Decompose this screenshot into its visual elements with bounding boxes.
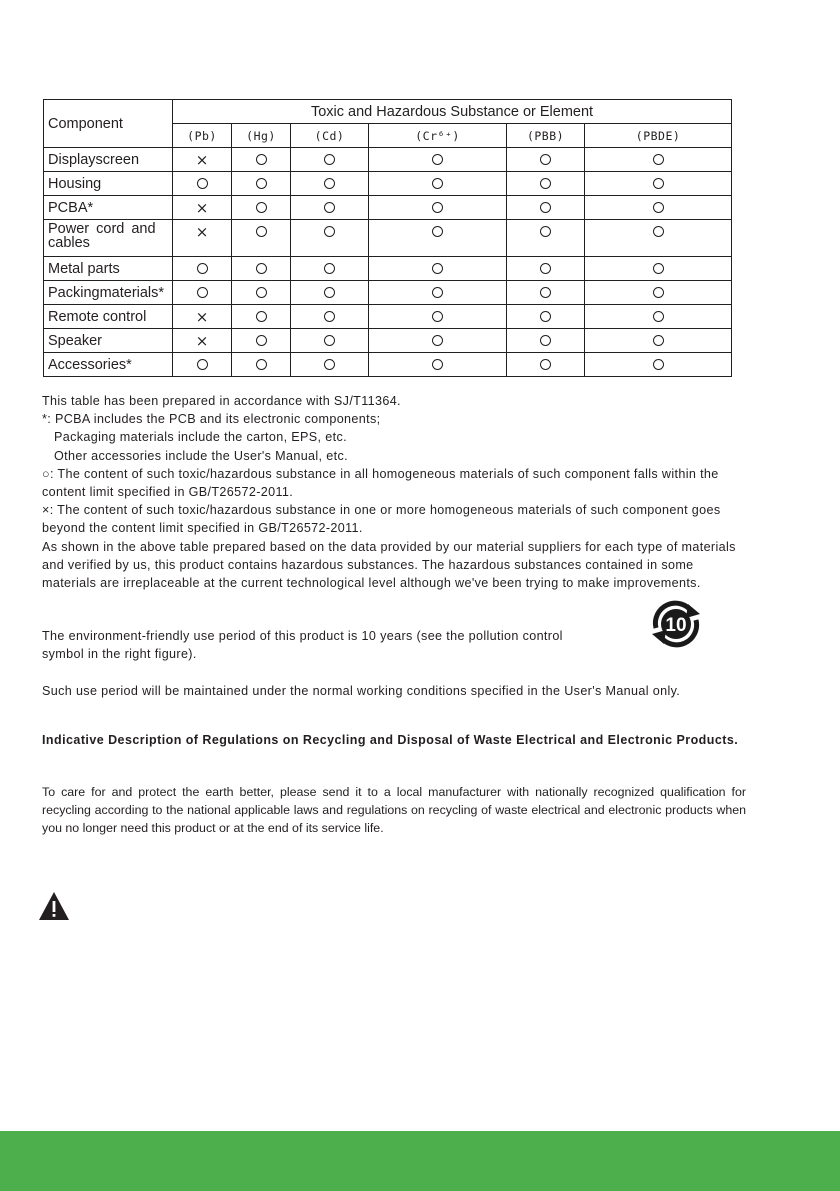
within-limit-mark [291,257,369,281]
within-limit-mark [291,220,369,257]
circle-icon [432,311,443,322]
within-limit-mark [585,305,732,329]
table-notes [42,392,742,592]
note-cross-meaning: ×: The content of such toxic/hazardous substance in one or more homogeneous materials of such component goes beyond the content limit specified in GB/T26572-2011. [42,503,721,536]
within-limit-mark [507,305,585,329]
circle-icon [653,178,664,189]
within-limit-mark [507,281,585,305]
circle-icon [653,226,664,237]
circle-icon [653,202,664,213]
table-row [44,172,732,196]
circle-icon [540,359,551,370]
table-row [44,305,732,329]
element-header: (Cd) [291,124,369,148]
circle-icon [256,202,267,213]
exceeds-limit-mark [173,220,232,257]
circle-icon [432,202,443,213]
table-row [44,196,732,220]
note-packaging: Packaging materials include the carton, EPS, etc. [54,430,347,445]
within-limit-mark [585,329,732,353]
within-limit-mark [369,281,507,305]
within-limit-mark [507,196,585,220]
circle-icon [324,263,335,274]
within-limit-mark [585,172,732,196]
within-limit-mark [369,353,507,377]
circle-icon [540,311,551,322]
component-name: Remote control [44,305,173,329]
within-limit-mark [507,257,585,281]
circle-icon [540,178,551,189]
within-limit-mark [232,172,291,196]
component-name: Displayscreen [44,148,173,172]
within-limit-mark [291,353,369,377]
within-limit-mark [369,257,507,281]
within-limit-mark [585,281,732,305]
care-paragraph: To care for and protect the earth better, please send it to a local manufacturer with nationally recognized qualification for recycling according to the national applicable laws and regulations on recycling of waste electrical and electronic products when you no longer need this product or at the end of its service life. [42,785,746,835]
use-period-maintenance-text: Such use period will be maintained under the normal working conditions specified in the User's Manual only. [42,684,681,698]
within-limit-mark [369,220,507,257]
circle-icon [653,154,664,165]
within-limit-mark [232,220,291,257]
within-limit-mark [507,172,585,196]
circle-icon [197,263,208,274]
circle-icon [324,311,335,322]
note-pcba: *: PCBA includes the PCB and its electronic components; [42,412,381,427]
circle-icon [197,178,208,189]
circle-icon [432,154,443,165]
element-header: (PBB) [507,124,585,148]
note-as-shown: As shown in the above table prepared based on the data provided by our material suppliers for each type of materials and verified by us, this product contains hazardous substances. The hazardous substances contained in some materials are irreplaceable at the current technological level although we've been trying to make improvements. [42,539,736,591]
exceeds-limit-mark [173,196,232,220]
within-limit-mark [232,305,291,329]
component-header: Component [44,100,173,148]
circle-icon [540,154,551,165]
element-header: (Hg) [232,124,291,148]
within-limit-mark [173,281,232,305]
table-row [44,281,732,305]
table-body [44,148,732,377]
hazardous-substance-table [43,99,732,377]
footer-bar [0,1131,840,1191]
pollution-control-symbol-icon [648,598,704,650]
within-limit-mark [291,196,369,220]
table-row [44,353,732,377]
component-name: Packingmaterials* [44,281,173,305]
element-header: (PBDE) [585,124,732,148]
component-name: PCBA* [44,196,173,220]
circle-icon [256,359,267,370]
element-header: (Cr⁶⁺) [369,124,507,148]
table-row [44,220,732,257]
cross-icon: × [195,308,209,326]
exceeds-limit-mark [173,329,232,353]
warning-icon [38,891,70,921]
within-limit-mark [173,353,232,377]
within-limit-mark [232,148,291,172]
recycling-heading: Indicative Description of Regulations on Recycling and Disposal of Waste Electrical and Electronic Products. [42,733,739,747]
circle-icon [540,202,551,213]
within-limit-mark [232,329,291,353]
circle-icon [653,335,664,346]
circle-icon [540,287,551,298]
substance-group-header: Toxic and Hazardous Substance or Element [173,100,732,124]
circle-icon [432,263,443,274]
within-limit-mark [507,329,585,353]
circle-icon [653,263,664,274]
within-limit-mark [585,196,732,220]
circle-icon [324,226,335,237]
note-accessories: Other accessories include the User's Manual, etc. [54,448,348,463]
circle-icon [256,154,267,165]
cross-icon: × [195,151,209,169]
circle-icon [653,311,664,322]
circle-icon [256,226,267,237]
component-name: Power cord and cables [44,220,173,257]
component-name: Speaker [44,329,173,353]
within-limit-mark [173,172,232,196]
circle-icon [324,202,335,213]
within-limit-mark [585,220,732,257]
circle-icon [256,287,267,298]
within-limit-mark [232,196,291,220]
environment-use-period-text: The environment-friendly use period of this product is 10 years (see the pollution control symbol in the right figure). [42,629,563,662]
table-row [44,329,732,353]
within-limit-mark [369,148,507,172]
component-name: Accessories* [44,353,173,377]
circle-icon [432,335,443,346]
circle-icon [324,178,335,189]
within-limit-mark [585,257,732,281]
circle-icon [540,335,551,346]
table-row [44,148,732,172]
within-limit-mark [507,148,585,172]
within-limit-mark [291,172,369,196]
component-name: Housing [44,172,173,196]
circle-icon [432,226,443,237]
circle-icon [653,287,664,298]
circle-icon [256,311,267,322]
within-limit-mark [369,329,507,353]
recycling-instructions [42,783,746,837]
element-header: (Pb) [173,124,232,148]
circle-icon [540,263,551,274]
within-limit-mark [291,148,369,172]
circle-icon [324,335,335,346]
circle-icon [197,359,208,370]
within-limit-mark [369,305,507,329]
circle-icon [256,178,267,189]
circle-icon [256,335,267,346]
within-limit-mark [291,281,369,305]
within-limit-mark [507,353,585,377]
circle-icon [432,287,443,298]
component-name: Metal parts [44,257,173,281]
circle-icon [324,154,335,165]
circle-icon [197,287,208,298]
within-limit-mark [173,257,232,281]
circle-icon [540,226,551,237]
within-limit-mark [369,172,507,196]
circle-icon [256,263,267,274]
within-limit-mark [585,148,732,172]
note-circle-meaning: ○: The content of such toxic/hazardous substance in all homogeneous materials of such component falls within the content limit specified in GB/T26572-2011. [42,466,719,500]
circle-icon [653,359,664,370]
symbol-number: 10 [665,615,687,636]
table-row [44,257,732,281]
within-limit-mark [507,220,585,257]
within-limit-mark [369,196,507,220]
exceeds-limit-mark [173,305,232,329]
circle-icon [324,287,335,298]
within-limit-mark [232,257,291,281]
within-limit-mark [232,281,291,305]
cross-icon: × [195,332,209,350]
within-limit-mark [291,305,369,329]
note-standard: This table has been prepared in accordance with SJ/T11364. [42,394,401,408]
cross-icon: × [195,199,209,217]
circle-icon [432,178,443,189]
within-limit-mark [585,353,732,377]
within-limit-mark [232,353,291,377]
exceeds-limit-mark [173,148,232,172]
cross-icon: × [195,223,209,241]
within-limit-mark [291,329,369,353]
circle-icon [324,359,335,370]
circle-icon [432,359,443,370]
